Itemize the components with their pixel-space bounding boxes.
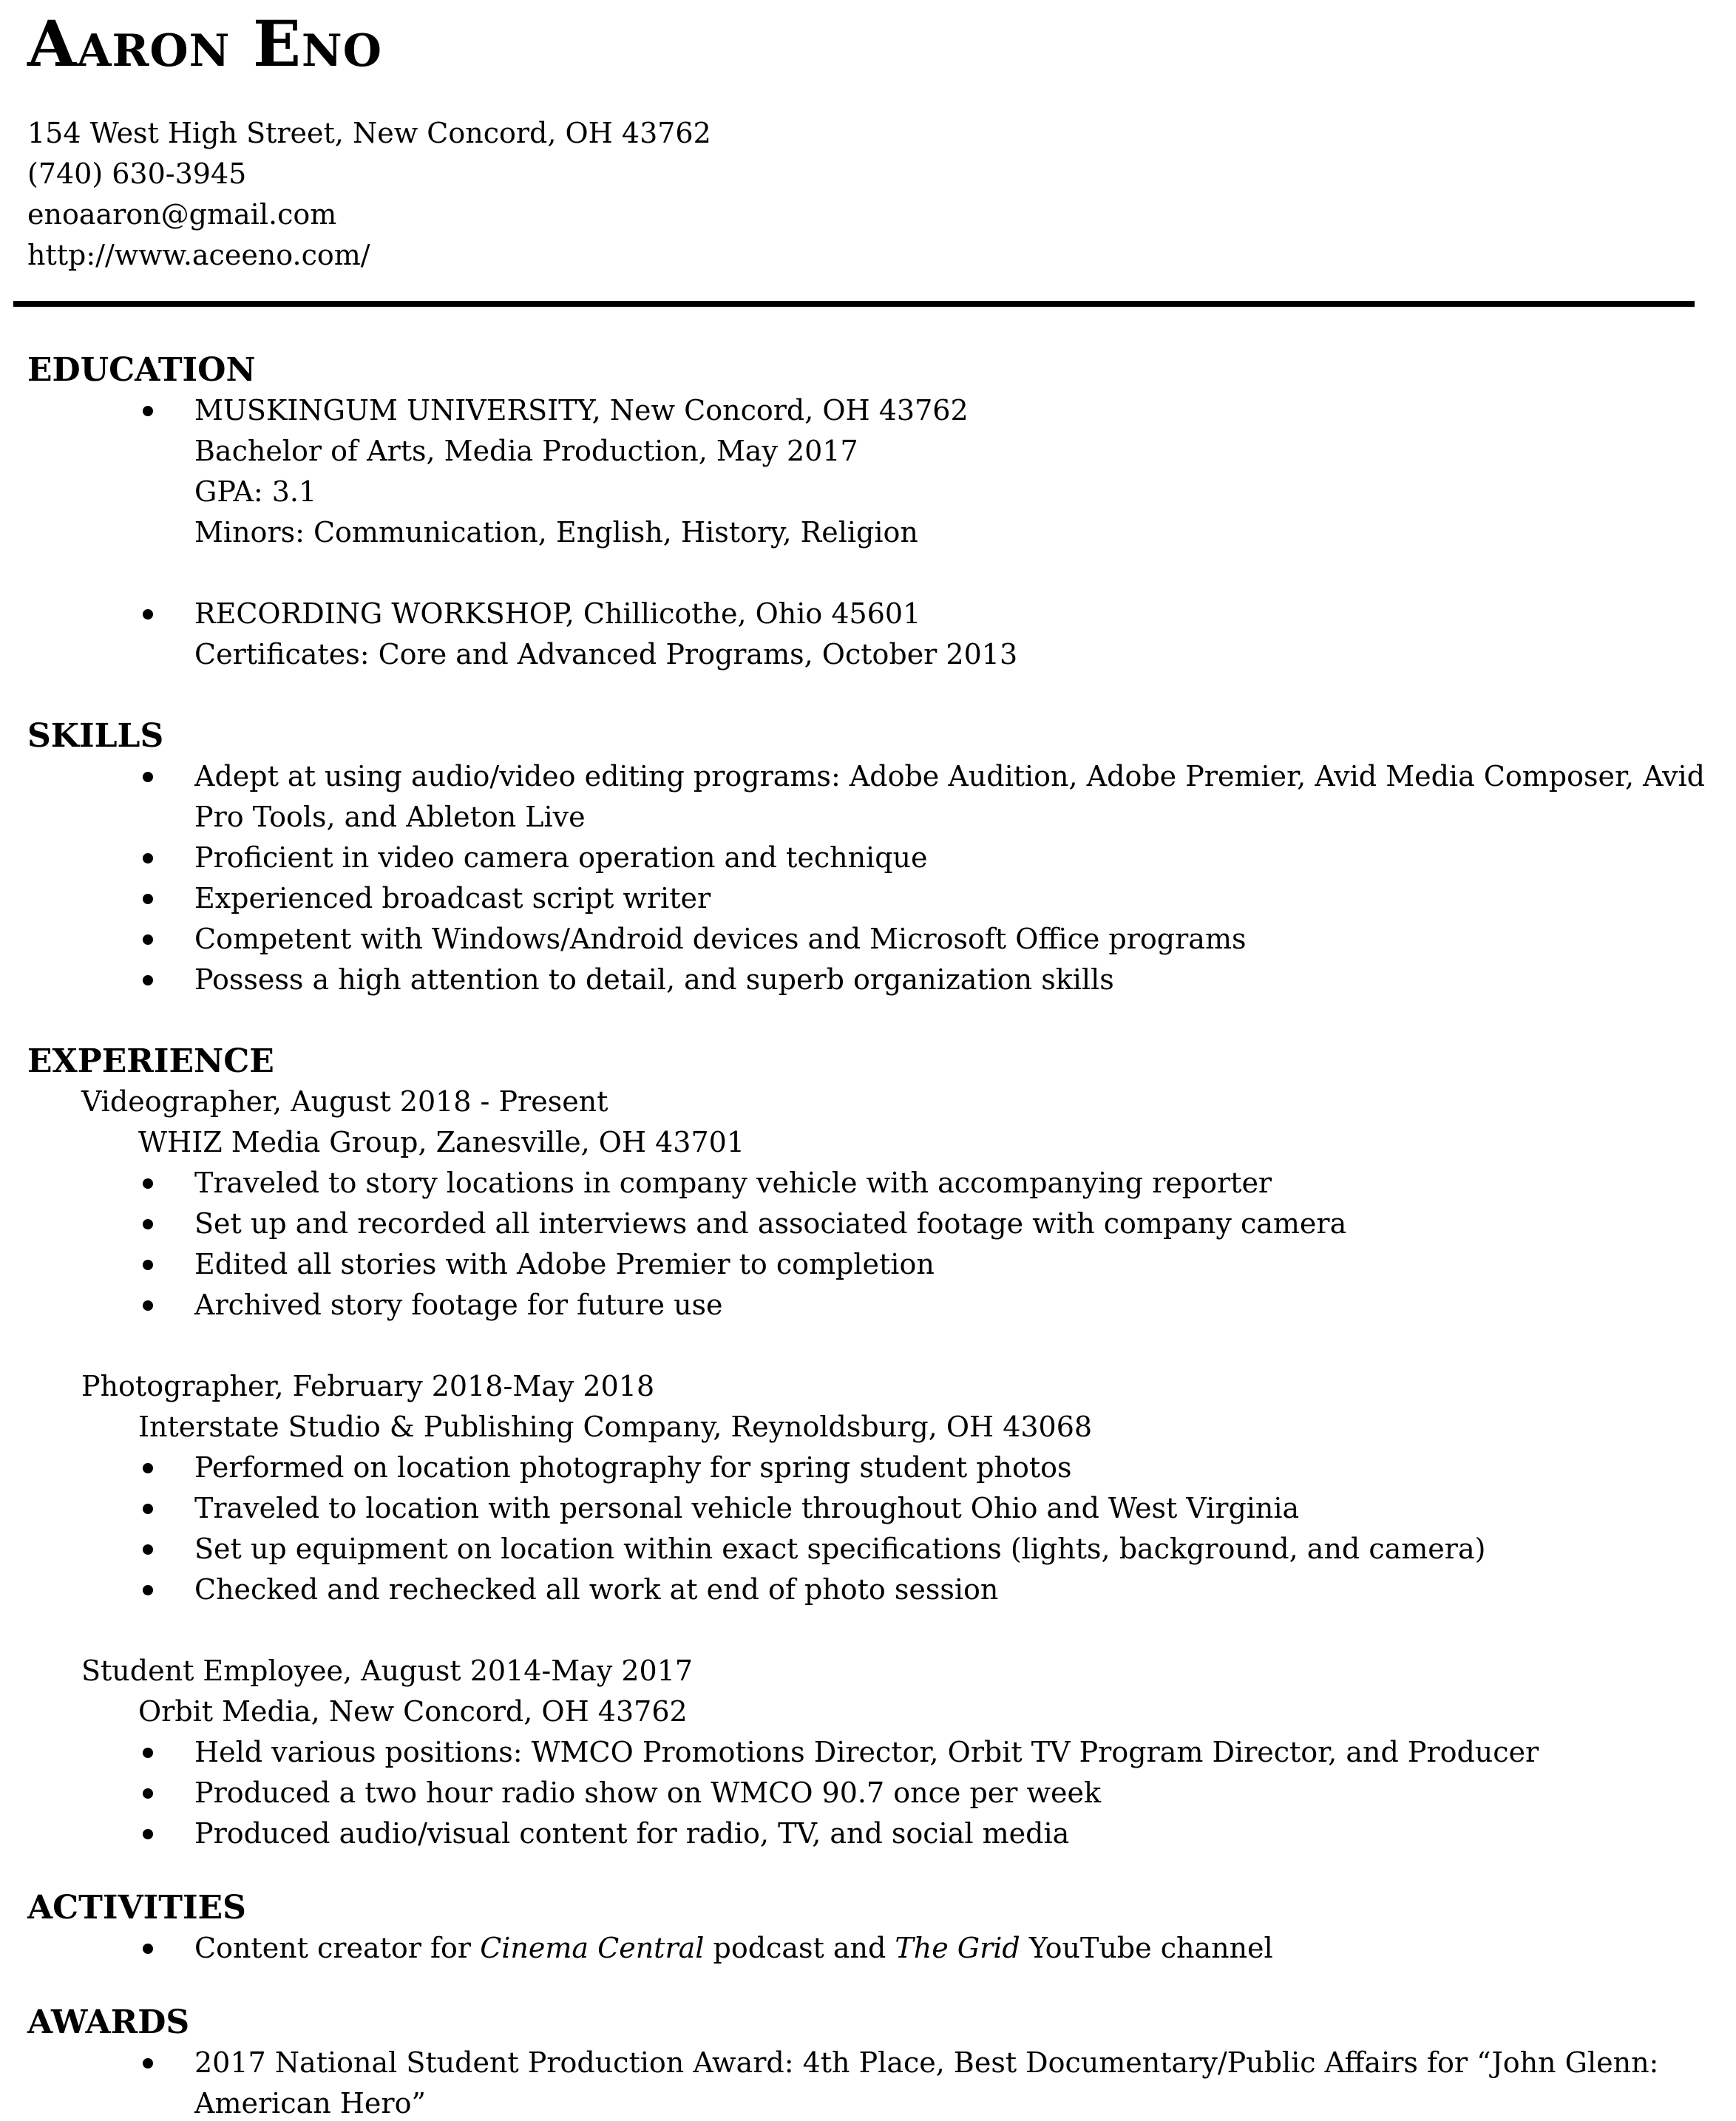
job-bullet: Produced audio/visual content for radio, TV, and social media xyxy=(194,1813,1708,1854)
job-bullet: Produced a two hour radio show on WMCO 90.7 once per week xyxy=(194,1773,1708,1813)
activities-heading: ACTIVITIES xyxy=(27,1889,246,1927)
activity-text: Content creator for xyxy=(194,1932,481,1964)
skills-list xyxy=(27,756,1708,1000)
awards-list xyxy=(27,2043,1708,2121)
job-bullet-list xyxy=(27,1732,1708,1854)
skill-item: Proficient in video camera operation and technique xyxy=(194,838,1708,878)
education-school-line: MUSKINGUM UNIVERSITY, New Concord, OH 43762 xyxy=(194,390,1708,431)
job-title: Student Employee, August 2014-May 2017 xyxy=(81,1655,694,1687)
job-bullet: Set up and recorded all interviews and associated footage with company camera xyxy=(194,1204,1708,1244)
job-company: WHIZ Media Group, Zanesville, OH 43701 xyxy=(138,1126,745,1158)
job-bullet: Edited all stories with Adobe Premier to completion xyxy=(194,1244,1708,1285)
contact-email: enoaaron@gmail.com xyxy=(27,198,337,231)
education-entry-recording-workshop xyxy=(27,594,1708,675)
job-bullet: Set up equipment on location within exact specifications (lights, background, and camera) xyxy=(194,1529,1708,1569)
job-bullet: Checked and rechecked all work at end of photo session xyxy=(194,1569,1708,1610)
contact-address: 154 West High Street, New Concord, OH 43762 xyxy=(27,117,711,149)
person-name: Aaron Eno xyxy=(27,7,382,81)
job-title: Photographer, February 2018-May 2018 xyxy=(81,1370,655,1402)
education-degree-line: Bachelor of Arts, Media Production, May 2017 xyxy=(194,435,858,467)
award-item: 2017 National Student Production Award: 4th Place, Best Documentary/Public Affairs for “John Glenn: American Hero” xyxy=(194,2043,1708,2121)
skill-item: Possess a high attention to detail, and superb organization skills xyxy=(194,960,1708,1000)
contact-block xyxy=(27,113,1708,276)
skill-item: Experienced broadcast script writer xyxy=(194,878,1708,919)
activity-item xyxy=(194,1928,1708,1969)
job-student-employee xyxy=(27,1651,1708,1854)
job-company: Interstate Studio & Publishing Company, Reynoldsburg, OH 43068 xyxy=(138,1411,1093,1443)
skills-heading: SKILLS xyxy=(27,717,164,755)
job-bullet-list xyxy=(27,1448,1708,1610)
education-entry-muskingum xyxy=(27,390,1708,553)
job-title: Videographer, August 2018 - Present xyxy=(81,1085,608,1118)
job-bullet: Performed on location photography for spring student photos xyxy=(194,1448,1708,1488)
activities-list xyxy=(27,1928,1708,1969)
education-gpa-line: GPA: 3.1 xyxy=(194,475,317,508)
experience-heading: EXPERIENCE xyxy=(27,1042,274,1080)
job-company: Orbit Media, New Concord, OH 43762 xyxy=(138,1695,688,1728)
job-videographer xyxy=(27,1082,1708,1326)
job-bullet: Traveled to story locations in company vehicle with accompanying reporter xyxy=(194,1163,1708,1204)
job-bullet: Archived story footage for future use xyxy=(194,1285,1708,1326)
education-entry-bullet-list xyxy=(27,594,1708,634)
job-photographer xyxy=(27,1366,1708,1610)
education-entry-bullet-list xyxy=(27,390,1708,431)
activity-podcast-title: Cinema Central xyxy=(480,1932,705,1964)
job-bullet: Traveled to location with personal vehicle throughout Ohio and West Virginia xyxy=(194,1488,1708,1529)
contact-website: http://www.aceeno.com/ xyxy=(27,239,370,271)
activity-text: YouTube channel xyxy=(1020,1932,1273,1964)
skill-item: Competent with Windows/Android devices and Microsoft Office programs xyxy=(194,919,1708,960)
education-school-line: RECORDING WORKSHOP, Chillicothe, Ohio 45601 xyxy=(194,594,1708,634)
education-minors-line: Minors: Communication, English, History, Religion xyxy=(194,516,918,549)
activity-channel-title: The Grid xyxy=(895,1932,1020,1964)
awards-heading: AWARDS xyxy=(27,2003,190,2041)
contact-phone: (740) 630-3945 xyxy=(27,157,247,190)
job-bullet: Held various positions: WMCO Promotions Director, Orbit TV Program Director, and Producer xyxy=(194,1732,1708,1773)
education-certificates-line: Certificates: Core and Advanced Programs, October 2013 xyxy=(194,638,1018,671)
header-divider xyxy=(13,301,1695,307)
job-bullet-list xyxy=(27,1163,1708,1326)
education-heading: EDUCATION xyxy=(27,351,256,389)
activity-text: podcast and xyxy=(704,1932,895,1964)
skill-item: Adept at using audio/video editing programs: Adobe Audition, Adobe Premier, Avid Media Composer, Avid Pro Tools, and Ableton Live xyxy=(194,756,1708,838)
